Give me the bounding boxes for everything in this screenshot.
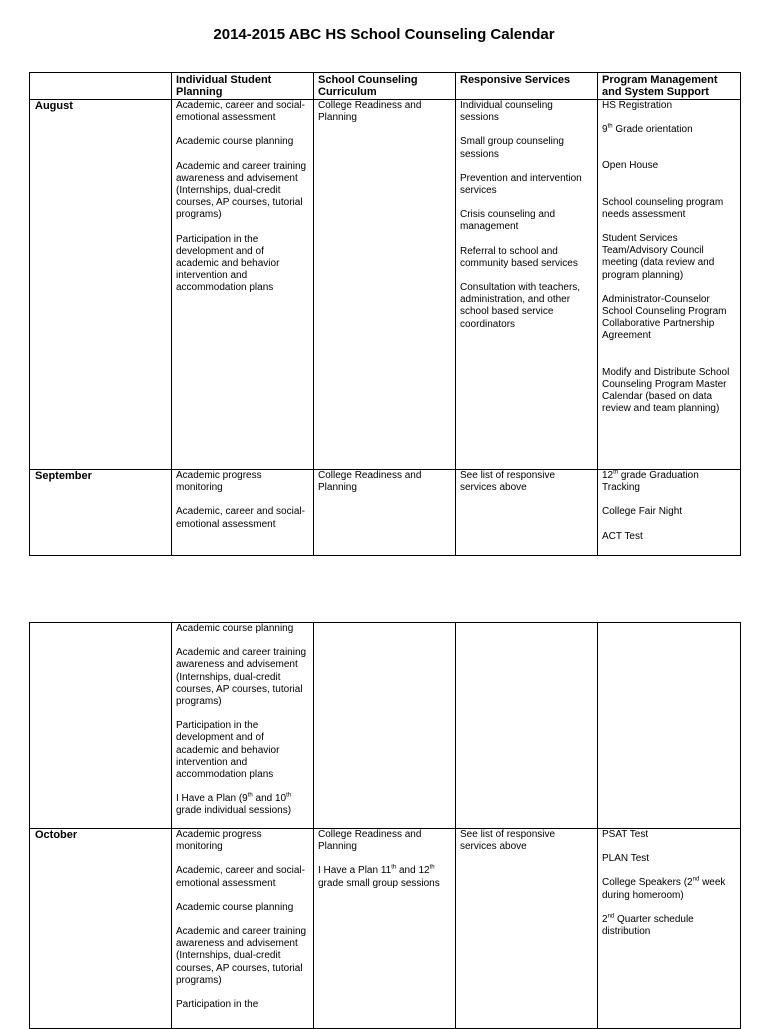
august-pm-advisory-council: Student Services Team/Advisory Council meeting (data review and program planning): [602, 233, 715, 281]
august-rs-item: Referral to school and community based services: [460, 245, 578, 269]
header-row: [30, 73, 741, 100]
september-cont-responsive-services: [456, 623, 598, 829]
september-cont-curriculum: [314, 623, 456, 829]
august-rs-item: Individual counseling sessions: [460, 100, 553, 124]
row-august: [30, 100, 741, 470]
september-curriculum-item: College Readiness and Planning: [318, 470, 422, 494]
september-isp-item: Academic progress monitoring: [176, 470, 262, 494]
september-rs-item: See list of responsive services above: [460, 470, 556, 494]
september-cont-isp-i-have-a-plan: I Have a Plan (9th and 10th grade individual sessions): [176, 792, 292, 817]
august-individual-planning: [172, 100, 314, 470]
header-program-management: Program Management and System Support: [598, 73, 741, 100]
september-cont-isp-item: Academic course planning: [176, 623, 294, 634]
october-isp-item: Academic, career and social-emotional assessment: [176, 865, 305, 889]
september-cont-isp-item: Participation in the development and of academic and behavior intervention and accommodation plans: [176, 720, 280, 781]
month-october: October: [30, 829, 172, 1029]
page-title: 2014-2015 ABC HS School Counseling Calendar: [213, 26, 555, 43]
header-individual-student-planning: Individual Student Planning: [172, 73, 314, 100]
august-rs-item: Consultation with teachers, administration, and other school based service coordinators: [460, 282, 581, 330]
october-pm-plan-test: PLAN Test: [602, 853, 650, 865]
august-pm-master-calendar: Modify and Distribute School Counseling Program Master Calendar (based on data review and team planning): [602, 366, 730, 415]
september-cont-program-management: [598, 623, 741, 829]
september-pm-act-test: ACT Test: [602, 530, 643, 542]
october-isp-item: Academic progress monitoring: [176, 829, 262, 853]
august-pm-partnership-agreement: Administrator-Counselor School Counseling Program Collaborative Partnership Agreement: [602, 293, 727, 342]
august-pm-orientation: 9th Grade orientation: [602, 123, 693, 136]
september-individual-planning: [172, 470, 314, 556]
august-pm-open-house: Open House: [602, 160, 659, 172]
october-curriculum: [314, 829, 456, 1029]
month-august: August: [30, 100, 172, 470]
august-curriculum: [314, 100, 456, 470]
august-isp-item: Academic, career and social-emotional assessment: [176, 100, 305, 124]
august-isp-item: Participation in the development and of academic and behavior intervention and accommodation plans: [176, 233, 280, 294]
calendar-table-page2: [29, 622, 741, 1029]
september-isp-item: Academic, career and social-emotional assessment: [176, 506, 305, 530]
august-pm-needs-assessment: School counseling program needs assessment: [602, 196, 724, 220]
header-school-counseling-curriculum: School Counseling Curriculum: [314, 73, 456, 100]
august-rs-item: Crisis counseling and management: [460, 209, 556, 233]
august-program-management: [598, 100, 741, 470]
october-responsive-services: [456, 829, 598, 1029]
august-isp-item: Academic and career training awareness and advisement (Internships, dual-credit courses, AP courses, tutorial programs): [176, 160, 307, 221]
september-pm-college-fair: College Fair Night: [602, 506, 683, 518]
august-rs-item: Prevention and intervention services: [460, 172, 582, 197]
calendar-table-page1: [29, 72, 741, 556]
september-responsive-services: [456, 470, 598, 556]
october-curriculum-i-have-a-plan: I Have a Plan 11th and 12th grade small group sessions: [318, 865, 440, 889]
october-curriculum-item: College Readiness and Planning: [318, 829, 422, 853]
september-cont-month: [30, 623, 172, 829]
august-isp-item: Academic course planning: [176, 136, 294, 148]
september-program-management: [598, 470, 741, 556]
september-cont-isp-item: Academic and career training awareness and advisement (Internships, dual-credit courses, AP courses, tutorial programs): [176, 647, 307, 708]
october-isp-item: Academic course planning: [176, 901, 294, 913]
october-individual-planning: [172, 829, 314, 1029]
header-responsive-services: Responsive Services: [456, 73, 598, 100]
october-pm-college-speakers: College Speakers (2nd week during homeroom): [602, 877, 726, 901]
september-cont-individual-planning: [172, 623, 314, 829]
row-september-continued: [30, 623, 741, 829]
august-rs-item: Small group counseling sessions: [460, 136, 564, 160]
august-curriculum-item: College Readiness and Planning: [318, 100, 422, 124]
october-rs-item: See list of responsive services above: [460, 829, 556, 853]
october-pm-psat: PSAT Test: [602, 829, 649, 840]
september-pm-graduation-tracking: 12th grade Graduation Tracking: [602, 469, 699, 494]
august-responsive-services: [456, 100, 598, 470]
october-pm-schedule-distribution: 2nd Quarter schedule distribution: [602, 913, 694, 938]
september-curriculum: [314, 470, 456, 556]
october-program-management: [598, 829, 741, 1029]
row-september: [30, 470, 741, 556]
october-isp-item: Participation in the: [176, 999, 259, 1011]
header-month: [30, 73, 172, 100]
row-october: [30, 829, 741, 1029]
month-september: September: [30, 470, 172, 556]
october-isp-item: Academic and career training awareness and advisement (Internships, dual-credit courses, AP courses, tutorial programs): [176, 926, 307, 986]
august-pm-registration: HS Registration: [602, 100, 673, 111]
